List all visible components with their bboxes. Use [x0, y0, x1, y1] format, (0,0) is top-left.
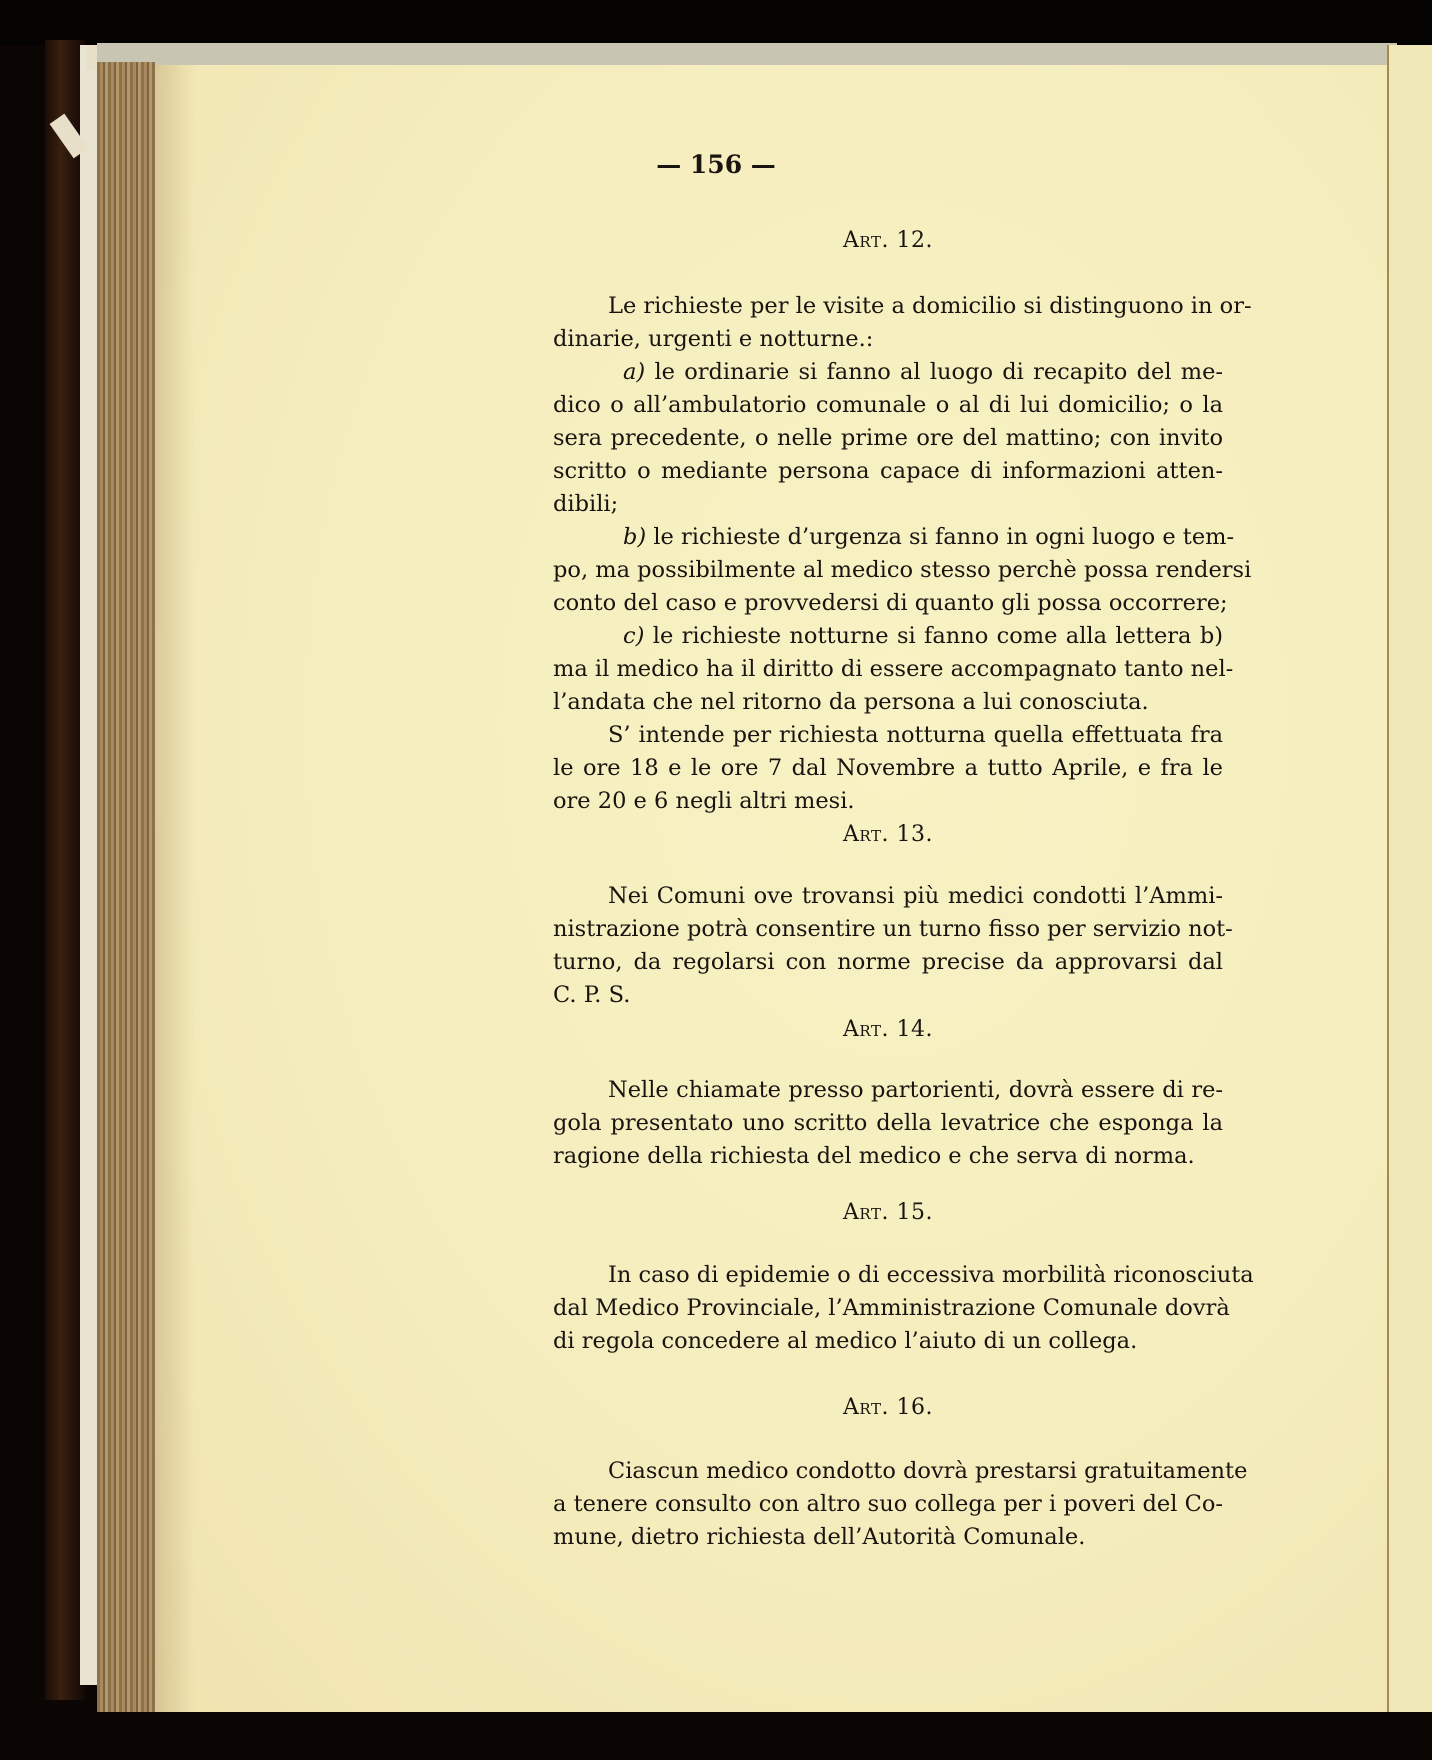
text-line: Nelle chiamate presso partorienti, dovrà essere di re- — [608, 1077, 1223, 1103]
text-line: In caso di epidemie o di eccessiva morbilità riconosciuta — [608, 1262, 1254, 1288]
article-heading-12 — [553, 228, 1223, 253]
heading-text: Art. 12. — [843, 228, 933, 253]
page-top-edge — [97, 43, 1397, 65]
text-line: di regola concedere al medico l’aiuto di un collega. — [553, 1328, 1138, 1354]
text-line: gola presentato uno scritto della levatrice che esponga la — [553, 1110, 1223, 1136]
heading-text: Art. 15. — [843, 1200, 933, 1225]
page-number: — 156 — — [656, 150, 776, 179]
text-line: conto del caso e provvedersi di quanto gli possa occorrere; — [553, 590, 1228, 616]
page-stack-edges — [97, 62, 155, 1717]
list-label: a) — [623, 359, 646, 385]
text-line: turno, da regolarsi con norme precise da approvarsi dal — [553, 949, 1223, 975]
list-text: le richieste notturne si fanno come alla lettera b) — [644, 623, 1223, 649]
text-line: Le richieste per le visite a domicilio si distinguono in or- — [608, 293, 1252, 319]
text-line: dibili; — [553, 491, 619, 517]
text-line: sera precedente, o nelle prime ore del mattino; con invito — [553, 425, 1223, 451]
text-line: ma il medico ha il diritto di essere accompagnato tanto nel- — [553, 656, 1234, 682]
next-page-edge — [1387, 45, 1432, 1715]
list-item-c — [553, 620, 1223, 653]
gutter-shadow — [155, 65, 195, 1715]
article-heading-14 — [553, 1017, 1223, 1042]
text-line: dico o all’ambulatorio comunale o al di lui domicilio; o la — [553, 392, 1223, 418]
text-line: a tenere consulto con altro suo collega per i poveri del Co- — [553, 1491, 1223, 1517]
heading-text: Art. 16. — [843, 1395, 933, 1420]
list-text: le richieste d’urgenza si fanno in ogni luogo e tem- — [646, 524, 1235, 550]
text-line: l’andata che nel ritorno da persona a lui conosciuta. — [553, 689, 1149, 715]
text-line: ore 20 e 6 negli altri mesi. — [553, 788, 855, 814]
list-text: le ordinarie si fanno al luogo di recapito del me- — [645, 359, 1223, 385]
text-line: mune, dietro richiesta dell’Autorità Comunale. — [553, 1524, 1086, 1550]
text-line: po, ma possibilmente al medico stesso perchè possa rendersi — [553, 557, 1252, 583]
text-line: Nei Comuni ove trovansi più medici condotti l’Ammi- — [608, 883, 1223, 909]
article-heading-16 — [553, 1395, 1223, 1420]
text-line: Ciascun medico condotto dovrà prestarsi gratuitamente — [608, 1458, 1248, 1484]
text-line: scritto o mediante persona capace di informazioni atten- — [553, 458, 1223, 484]
list-item-b — [553, 521, 1235, 554]
list-label: c) — [623, 623, 645, 649]
text-line: ragione della richiesta del medico e che serva di norma. — [553, 1143, 1195, 1169]
book-spine — [45, 40, 85, 1700]
text-line: dal Medico Provinciale, l’Amministrazione Comunale dovrà — [553, 1295, 1230, 1321]
heading-text: Art. 14. — [843, 1017, 933, 1042]
text-line: S’ intende per richiesta notturna quella effettuata fra — [608, 722, 1223, 748]
book-cover-top — [0, 0, 1432, 45]
heading-text: Art. 13. — [843, 822, 933, 847]
list-label: b) — [623, 524, 647, 550]
article-heading-13 — [553, 822, 1223, 847]
text-line: nistrazione potrà consentire un turno fisso per servizio not- — [553, 916, 1233, 942]
article-heading-15 — [553, 1200, 1223, 1225]
list-item-a — [553, 356, 1223, 389]
book-cover-bottom — [0, 1712, 1432, 1760]
text-line: C. P. S. — [553, 982, 631, 1008]
text-line: le ore 18 e le ore 7 dal Novembre a tutto Aprile, e fra le — [553, 755, 1223, 781]
text-line: dinarie, urgenti e notturne.: — [553, 326, 874, 352]
